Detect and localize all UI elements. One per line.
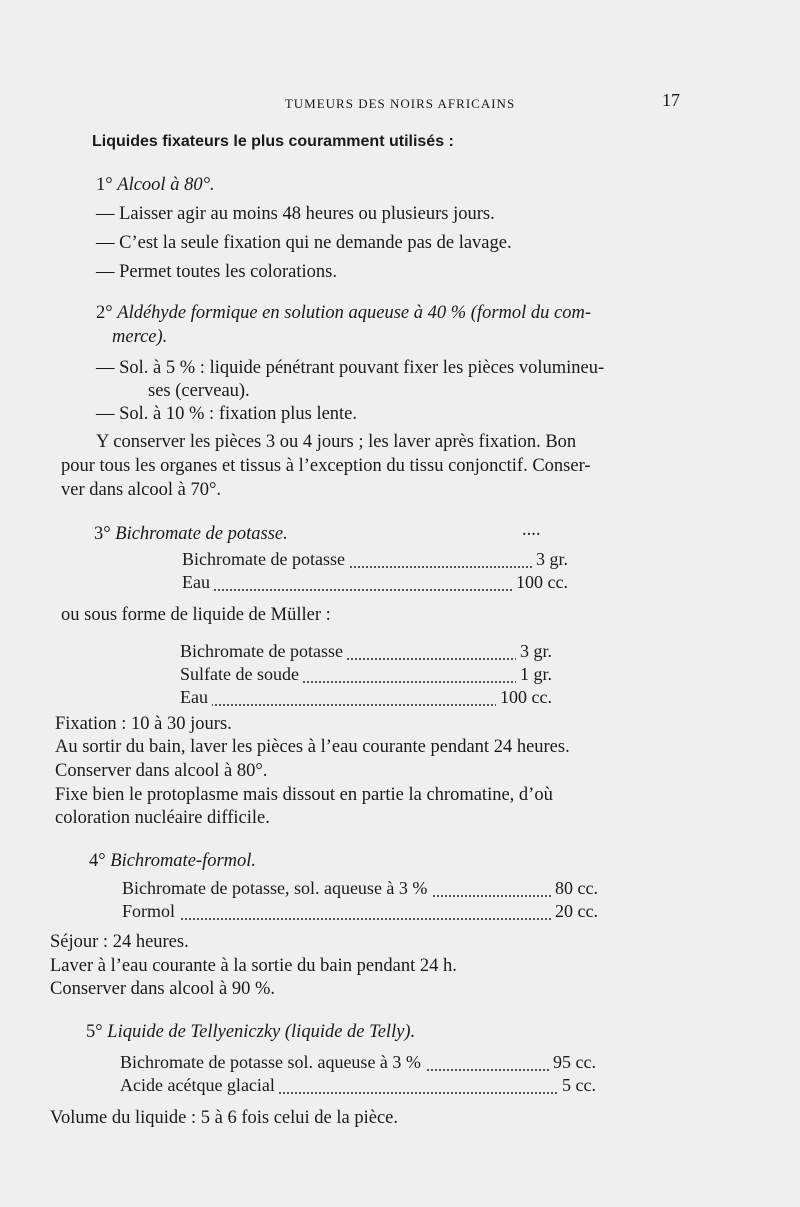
quantity: 20 cc.: [551, 901, 598, 922]
item-2-title: [96, 303, 591, 324]
item-2-line-1-cont: ses (cerveau).: [148, 381, 250, 401]
recipe-muller: [180, 641, 552, 710]
item-3-number: 3°: [94, 524, 111, 544]
item-5-title: [86, 1022, 415, 1043]
item-5-note-1: Volume du liquide : 5 à 6 fois celui de la pièce.: [50, 1108, 398, 1128]
item-2-line-1: — Sol. à 5 % : liquide pénétrant pouvant fixer les pièces volumineu-: [96, 358, 605, 378]
quantity: 5 cc.: [558, 1075, 596, 1096]
recipe-row: [120, 1052, 596, 1075]
quantity: 3 gr.: [532, 549, 568, 570]
item-4-note-2: Laver à l’eau courante à la sortie du bain pendant 24 h.: [50, 956, 457, 976]
quantity: 95 cc.: [549, 1052, 596, 1073]
item-1-line-1: — Laisser agir au moins 48 heures ou plusieurs jours.: [96, 204, 495, 224]
ingredient: Bichromate de potasse: [182, 549, 349, 570]
item-3-note-3: Conserver dans alcool à 80°.: [55, 761, 268, 781]
quantity: 1 gr.: [516, 664, 552, 685]
recipe-row: [180, 664, 552, 687]
item-1-title: [96, 175, 215, 196]
item-3-note-5: coloration nucléaire difficile.: [55, 808, 270, 828]
ingredient: Bichromate de potasse, sol. aqueuse à 3 %: [122, 878, 431, 899]
item-1-line-3: — Permet toutes les colorations.: [96, 262, 337, 282]
quantity: 80 cc.: [551, 878, 598, 899]
item-3-note-2: Au sortir du bain, laver les pièces à l’eau courante pendant 24 heures.: [55, 737, 570, 757]
item-5-number: 5°: [86, 1022, 103, 1042]
running-title: TUMEURS DES NOIRS AFRICAINS: [284, 96, 516, 111]
ingredient: Eau: [180, 687, 212, 708]
item-2-name: Aldéhyde formique en solution aqueuse à 40 % (formol du com-: [117, 303, 592, 323]
ingredient: Bichromate de potasse: [180, 641, 347, 662]
recipe-3: [182, 549, 568, 595]
item-5-name: Liquide de Tellyeniczky (liquide de Telly).: [107, 1022, 416, 1042]
item-4-title: [89, 851, 256, 872]
recipe-row: [120, 1075, 596, 1098]
recipe-row: [122, 878, 598, 901]
recipe-row: [182, 572, 568, 595]
quantity: 100 cc.: [496, 687, 552, 708]
item-1-line-2: — C’est la seule fixation qui ne demande pas de lavage.: [96, 233, 512, 253]
item-2-paragraph-1: Y conserver les pièces 3 ou 4 jours ; les laver après fixation. Bon: [96, 432, 577, 452]
recipe-row: [180, 687, 552, 710]
item-2-number: 2°: [96, 303, 113, 323]
item-3-trailing-dots: ....: [522, 520, 541, 540]
item-3-name: Bichromate de potasse.: [115, 524, 288, 544]
section-heading: Liquides fixateurs le plus couramment utilisés :: [92, 133, 454, 150]
item-1-number: 1°: [96, 175, 113, 195]
ingredient: Bichromate de potasse sol. aqueuse à 3 %: [120, 1052, 425, 1073]
recipe-row: [122, 901, 598, 924]
item-4-note-3: Conserver dans alcool à 90 %.: [50, 979, 276, 999]
item-2-title-cont: merce).: [112, 327, 168, 347]
item-3-alt-form: ou sous forme de liquide de Müller :: [61, 605, 331, 625]
item-4-note-1: Séjour : 24 heures.: [50, 932, 189, 952]
ingredient: Eau: [182, 572, 214, 593]
item-1-name: Alcool à 80°.: [117, 175, 215, 195]
recipe-4: [122, 878, 598, 924]
recipe-5: [120, 1052, 596, 1098]
item-2-paragraph-2: pour tous les organes et tissus à l’exception du tissu conjonctif. Conser-: [61, 456, 591, 476]
ingredient: Sulfate de soude: [180, 664, 303, 685]
quantity: 3 gr.: [516, 641, 552, 662]
ingredient: Formol: [122, 901, 179, 922]
quantity: 100 cc.: [512, 572, 568, 593]
item-3-title: [94, 524, 288, 545]
item-3-note-4: Fixe bien le protoplasme mais dissout en partie la chromatine, d’où: [55, 785, 553, 805]
item-4-name: Bichromate-formol.: [110, 851, 257, 871]
item-2-paragraph-3: ver dans alcool à 70°.: [61, 480, 221, 500]
recipe-row: [182, 549, 568, 572]
ingredient: Acide acétque glacial: [120, 1075, 279, 1096]
item-3-note-1: Fixation : 10 à 30 jours.: [55, 714, 232, 734]
recipe-row: [180, 641, 552, 664]
page-number: 17: [662, 90, 680, 110]
item-4-number: 4°: [89, 851, 106, 871]
item-2-line-2: — Sol. à 10 % : fixation plus lente.: [96, 404, 358, 424]
